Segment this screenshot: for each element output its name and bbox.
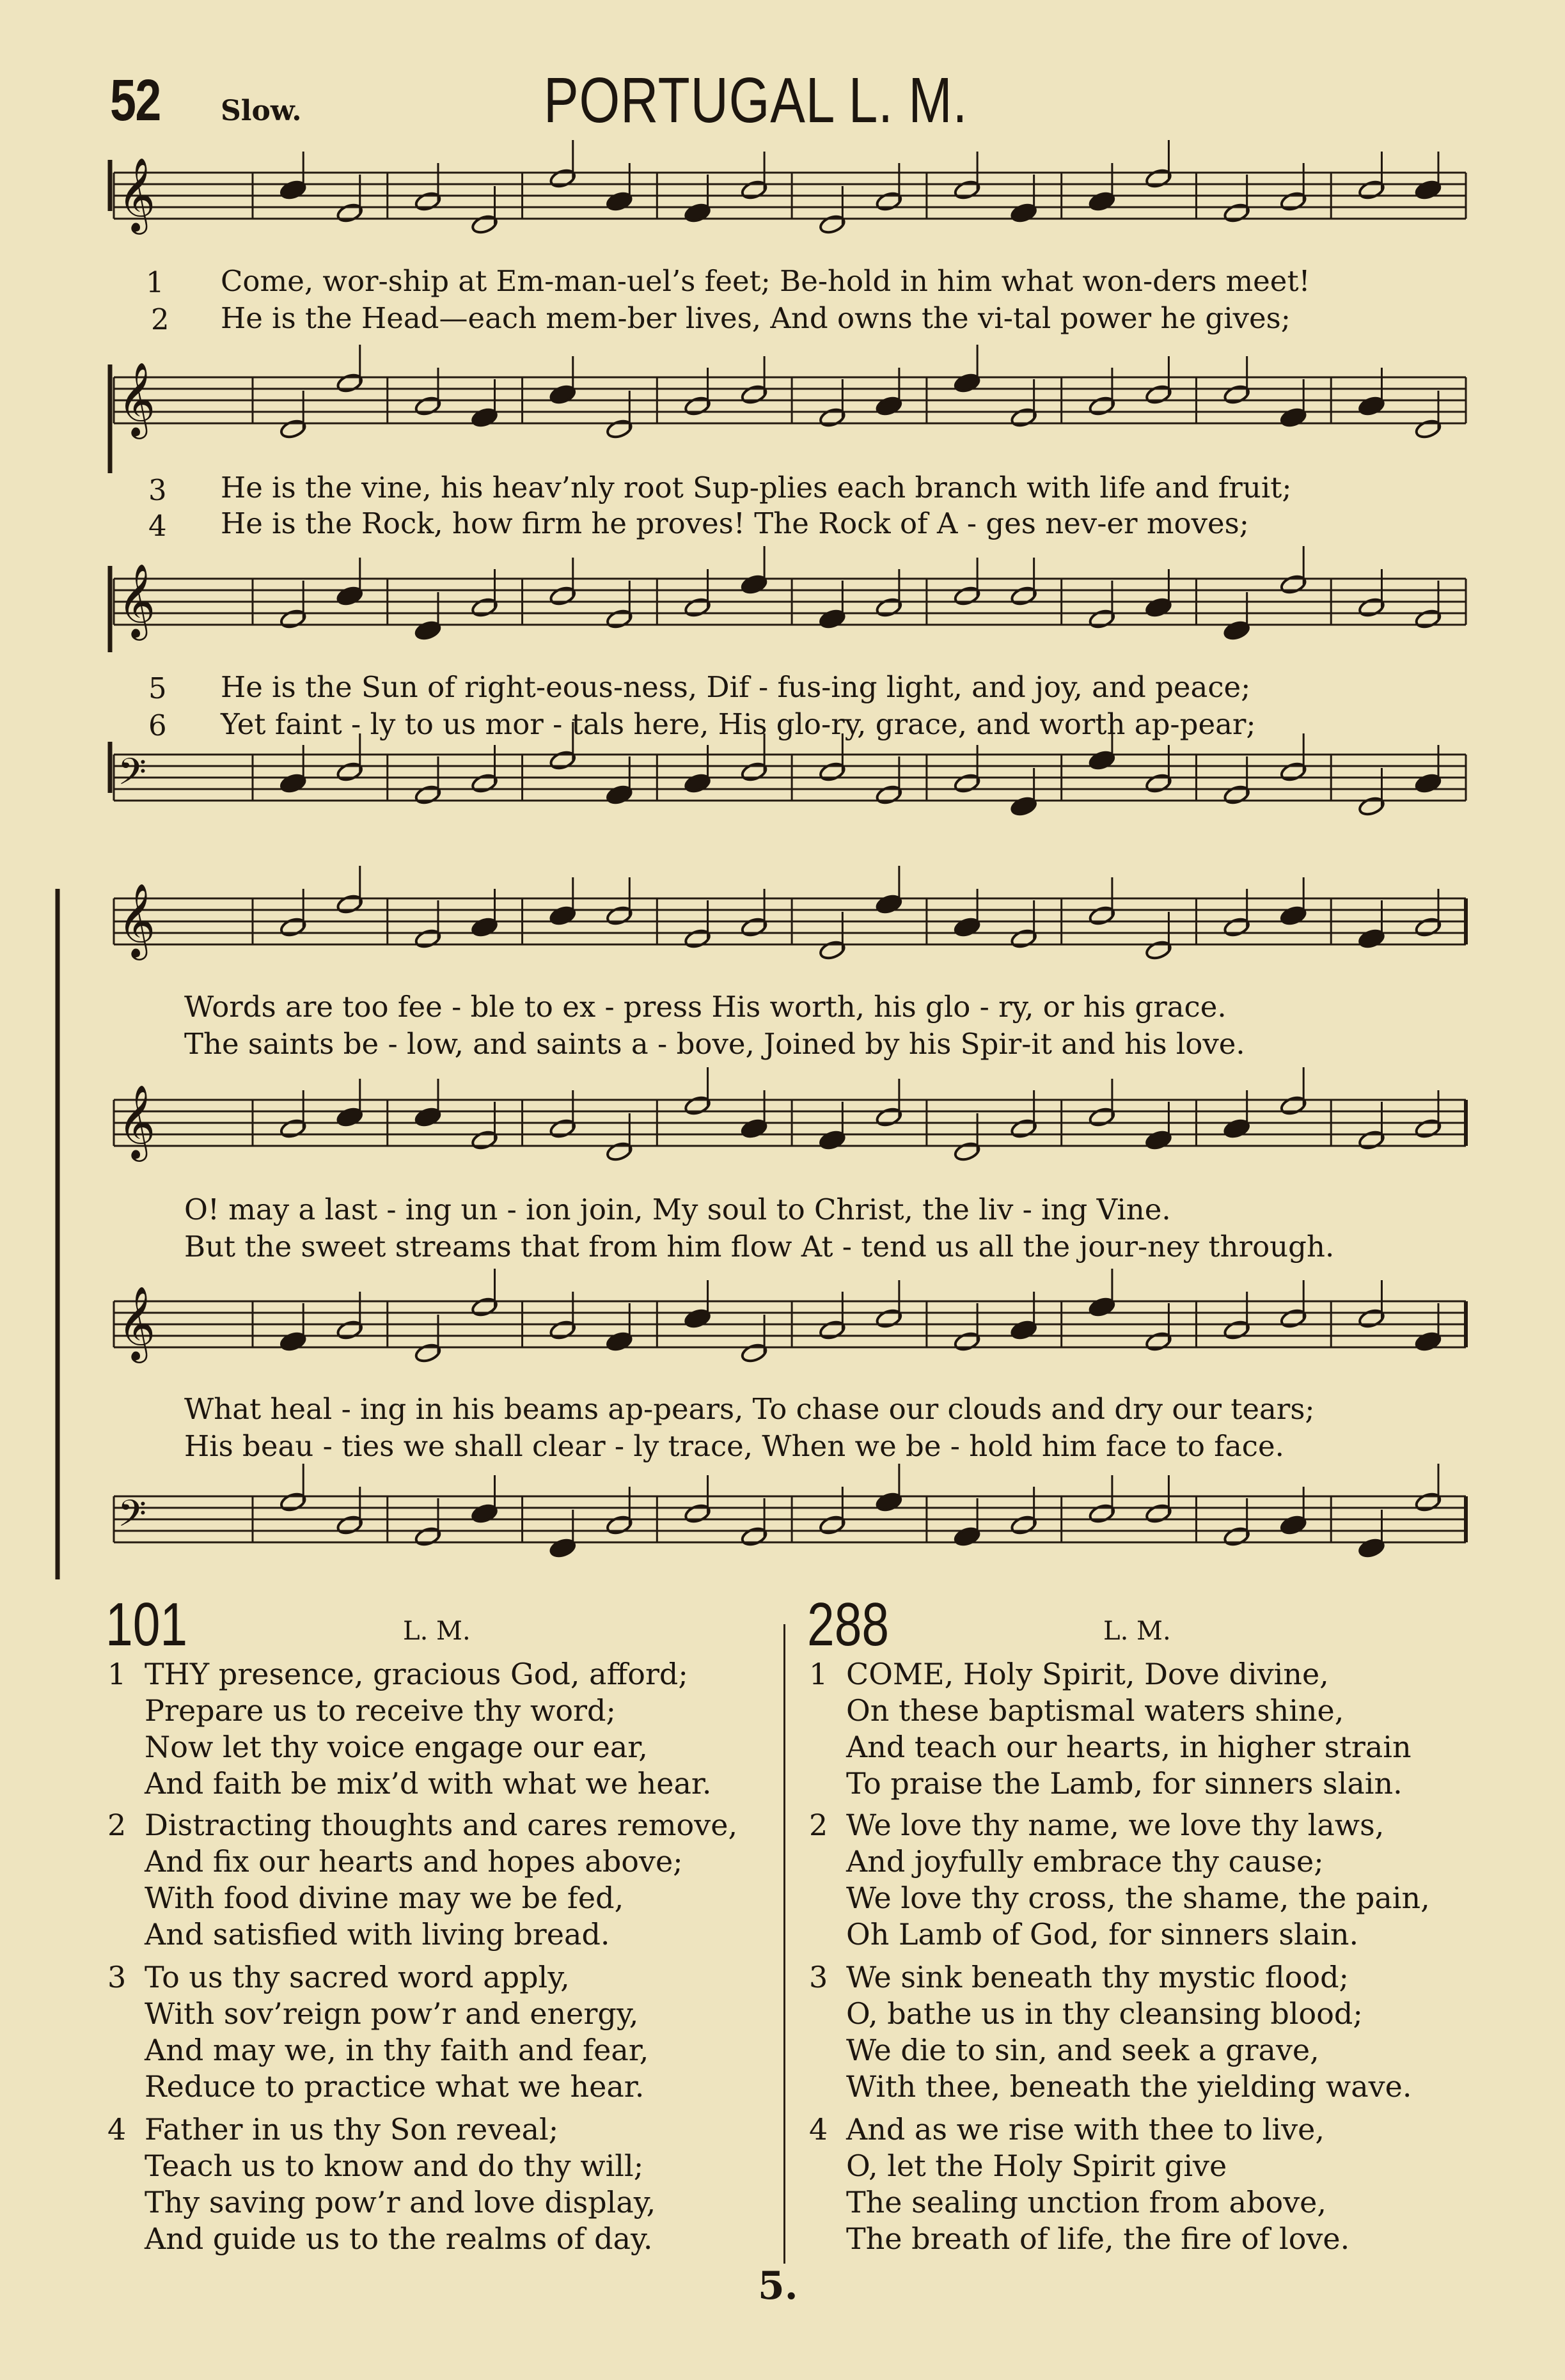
stanza-line: And guide us to the realms of day.: [145, 2221, 653, 2256]
refrain-line-4: But the sweet streams that from him flow At - tend us all the jour-ney through.: [184, 1230, 1335, 1264]
stanza-number: 1: [809, 1657, 828, 1691]
stanza-line: On these baptismal waters shine,: [846, 1693, 1344, 1728]
stanza-line: Distracting thoughts and cares remove,: [145, 1808, 738, 1842]
refrain-line-6: His beau - ties we shall clear - ly trace, When we be - hold him face to face.: [184, 1429, 1284, 1463]
stanza-line: COME, Holy Spirit, Dove divine,: [846, 1657, 1329, 1691]
verse-number-3: 3: [148, 473, 167, 507]
verse-line-4: He is the Rock, how firm he proves! The Rock of A - ges nev-er moves;: [221, 506, 1249, 540]
stanza-number: 2: [809, 1808, 828, 1842]
hymn-number-288: 288: [807, 1590, 890, 1659]
stanza-line: Teach us to know and do thy will;: [145, 2149, 644, 2183]
stanza-line: O, bathe us in thy cleansing blood;: [846, 1996, 1363, 2031]
treble-clef: 𝄞: [118, 1084, 156, 1159]
verse-line-5: He is the Sun of right-eous-ness, Dif - fus-ing light, and joy, and peace;: [221, 670, 1251, 704]
stanza-number: 4: [107, 2112, 127, 2147]
verse-number-2: 2: [151, 302, 169, 336]
treble-clef: 𝄞: [118, 157, 156, 231]
stanza-line: Reduce to practice what we hear.: [145, 2069, 645, 2104]
refrain-line-3: O! may a last - ing un - ion join, My soul to Christ, the liv - ing Vine.: [184, 1193, 1171, 1226]
hymn-number-101: 101: [106, 1590, 188, 1659]
tempo-marking: Slow.: [221, 95, 302, 127]
stanza-line: With sov’reign pow’r and energy,: [145, 1996, 639, 2031]
stanza-line: And joyfully embrace thy cause;: [846, 1844, 1324, 1879]
stanza-line: Prepare us to receive thy word;: [145, 1693, 616, 1728]
hymn-288-meter: L. M.: [1103, 1617, 1171, 1646]
stanza-line: And fix our hearts and hopes above;: [145, 1844, 683, 1879]
staff-lines: [58, 160, 1466, 1579]
signature-mark: 5.: [758, 2264, 798, 2308]
stanza-line: To us thy sacred word apply,: [145, 1960, 570, 1994]
refrain-line-1: Words are too fee - ble to ex - press His worth, his glo - ry, or his grace.: [184, 990, 1227, 1024]
stanza-number: 2: [107, 1808, 127, 1842]
stanza-number: 3: [107, 1960, 127, 1994]
stanza-line: And as we rise with thee to live,: [846, 2112, 1325, 2147]
verse-number-1: 1: [146, 265, 164, 299]
stanza-line: With food divine may we be fed,: [145, 1881, 624, 1915]
verse-line-1: Come, wor-ship at Em-man-uel’s feet; Be-hold in him what won-ders meet!: [221, 264, 1310, 298]
stanza-line: The breath of life, the fire of love.: [846, 2221, 1350, 2256]
treble-clef: 𝄞: [118, 361, 156, 436]
stanza-line: The sealing unction from above,: [846, 2185, 1327, 2220]
stanza-line: Now let thy voice engage our ear,: [145, 1730, 648, 1764]
stanza-number: 1: [107, 1657, 127, 1691]
bass-clef: 𝄢: [118, 1492, 147, 1544]
verse-line-6: Yet faint - ly to us mor - tals here, His glo-ry, grace, and worth ap-pear;: [221, 707, 1256, 741]
refrain-line-5: What heal - ing in his beams ap-pears, To chase our clouds and dry our tears;: [184, 1392, 1315, 1426]
verse-number-4: 4: [148, 509, 167, 543]
stanza-line: With thee, beneath the yielding wave.: [846, 2069, 1412, 2104]
stanza-line: And satisfied with living bread.: [145, 1917, 610, 1952]
treble-clef: 𝄞: [118, 882, 156, 957]
bass-clef: 𝄢: [118, 750, 147, 802]
stanza-number: 4: [809, 2112, 828, 2147]
hymn-101-meter: L. M.: [403, 1617, 471, 1646]
stanza-line: We sink beneath thy mystic flood;: [846, 1960, 1349, 1994]
stanza-line: Oh Lamb of God, for sinners slain.: [846, 1917, 1359, 1952]
stanza-line: Thy saving pow’r and love display,: [145, 2185, 656, 2220]
notes: [118, 140, 1442, 1559]
stanza-number: 3: [809, 1960, 828, 1994]
refrain-line-2: The saints be - low, and saints a - bove, Joined by his Spir-it and his love.: [184, 1027, 1245, 1061]
stanza-line: And faith be mix’d with what we hear.: [145, 1766, 712, 1801]
stanza-line: And may we, in thy faith and fear,: [145, 2033, 649, 2067]
verse-line-3: He is the vine, his heav’nly root Sup-plies each branch with life and fruit;: [221, 471, 1292, 505]
verse-number-6: 6: [148, 709, 167, 742]
verse-number-5: 5: [148, 671, 167, 705]
stanza-line: We love thy name, we love thy laws,: [846, 1808, 1385, 1842]
stanza-line: O, let the Holy Spirit give: [846, 2149, 1227, 2183]
stanza-line: Father in us thy Son reveal;: [145, 2112, 559, 2147]
stanza-line: We die to sin, and seek a grave,: [846, 2033, 1319, 2067]
verse-line-2: He is the Head—each mem-ber lives, And owns the vi-tal power he gives;: [221, 301, 1291, 335]
tune-title: PORTUGAL L. M.: [544, 65, 968, 136]
page-number: 52: [110, 68, 161, 133]
stanza-line: THY presence, gracious God, afford;: [145, 1657, 688, 1691]
stanza-line: To praise the Lamb, for sinners slain.: [846, 1766, 1403, 1801]
stanza-line: We love thy cross, the shame, the pain,: [846, 1881, 1430, 1915]
stanza-line: And teach our hearts, in higher strain: [846, 1730, 1412, 1764]
column-divider: [783, 1624, 785, 2264]
treble-clef: 𝄞: [118, 563, 156, 638]
treble-clef: 𝄞: [118, 1285, 156, 1360]
